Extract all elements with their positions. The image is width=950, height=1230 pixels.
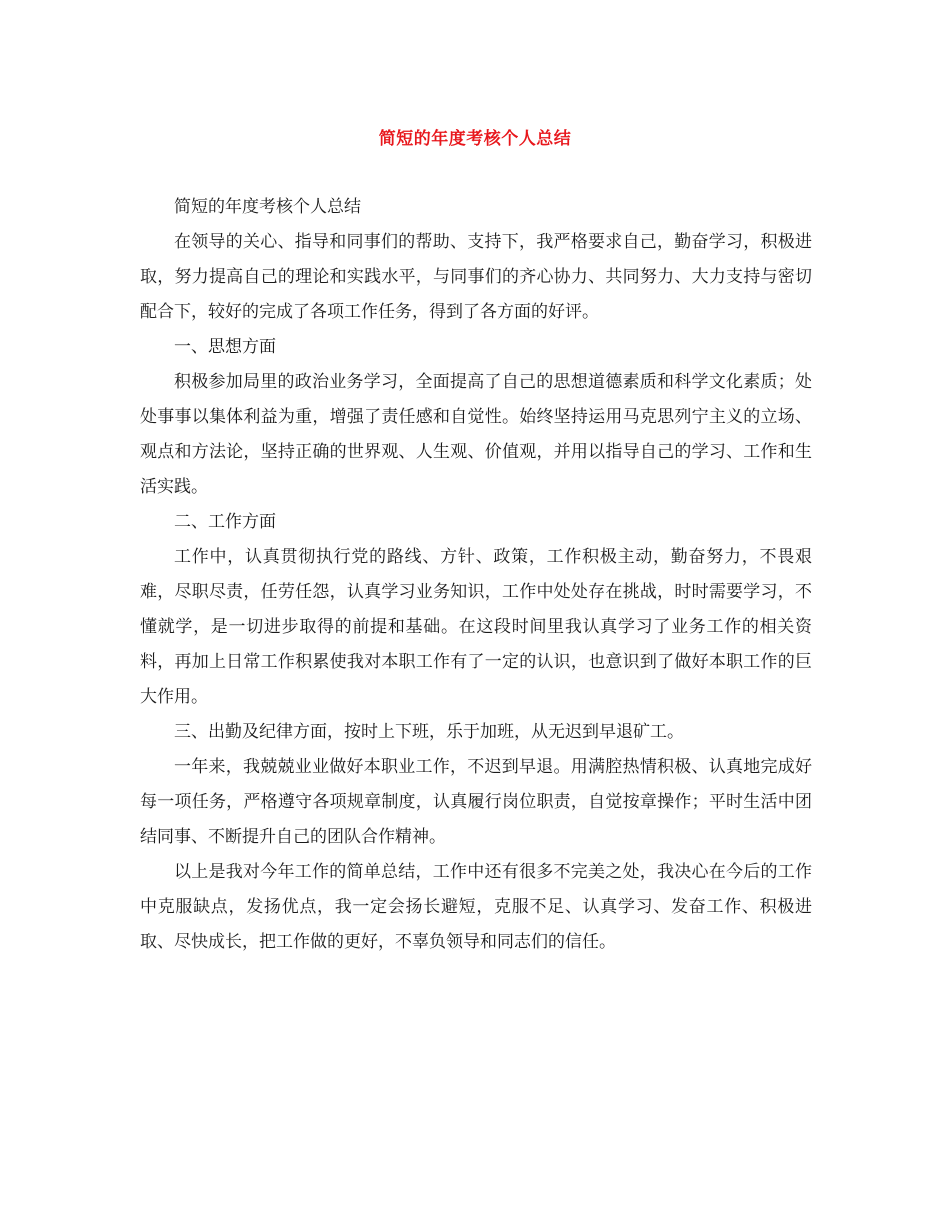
paragraph-subtitle: 简短的年度考核个人总结 [174,197,361,217]
document-title: 简短的年度考核个人总结 [378,129,572,149]
paragraph-intro: 在领导的关心、指导和同事们的帮助、支持下，我严格要求自己，勤奋学习，积极进取，努力提高自己的理论和实践水平，与同事们的齐心协力、共同努力、大力支持与密切配合下，较好的完成了各项工作任务，得到了各方面的好评。 [140,232,812,322]
paragraph-conclusion: 以上是我对今年工作的简单总结，工作中还有很多不完美之处，我决心在今后的工作中克服缺点，发扬优点，我一定会扬长避短，克服不足、认真学习、发奋工作、积极进取、尽快成长，把工作做的更好，不辜负领导和同志们的信任。 [140,862,812,952]
document-body [140,190,812,960]
paragraph-thought: 积极参加局里的政治业务学习，全面提高了自己的思想道德素质和科学文化素质；处处事事以集体利益为重，增强了责任感和自觉性。始终坚持运用马克思列宁主义的立场、观点和方法论，坚持正确的世界观、人生观、价值观，并用以指导自己的学习、工作和生活实践。 [140,372,812,497]
paragraph-work: 工作中，认真贯彻执行党的路线、方针、政策，工作积极主动，勤奋努力，不畏艰难，尽职尽责，任劳任怨，认真学习业务知识，工作中处处存在挑战，时时需要学习，不懂就学，是一切进步取得的前提和基础。在这段时间里我认真学习了业务工作的相关资料，再加上日常工作积累使我对本职工作有了一定的认识，也意识到了做好本职工作的巨大作用。 [140,547,812,707]
section-heading-thought: 一、思想方面 [174,337,276,357]
paragraph-year-review: 一年来，我兢兢业业做好本职业工作，不迟到早退。用满腔热情积极、认真地完成好每一项任务，严格遵守各项规章制度，认真履行岗位职责，自觉按章操作；平时生活中团结同事、不断提升自己的团队合作精神。 [140,757,812,847]
section-heading-attendance: 三、出勤及纪律方面，按时上下班，乐于加班，从无迟到早退矿工。 [174,722,684,742]
section-heading-work: 二、工作方面 [174,512,276,532]
